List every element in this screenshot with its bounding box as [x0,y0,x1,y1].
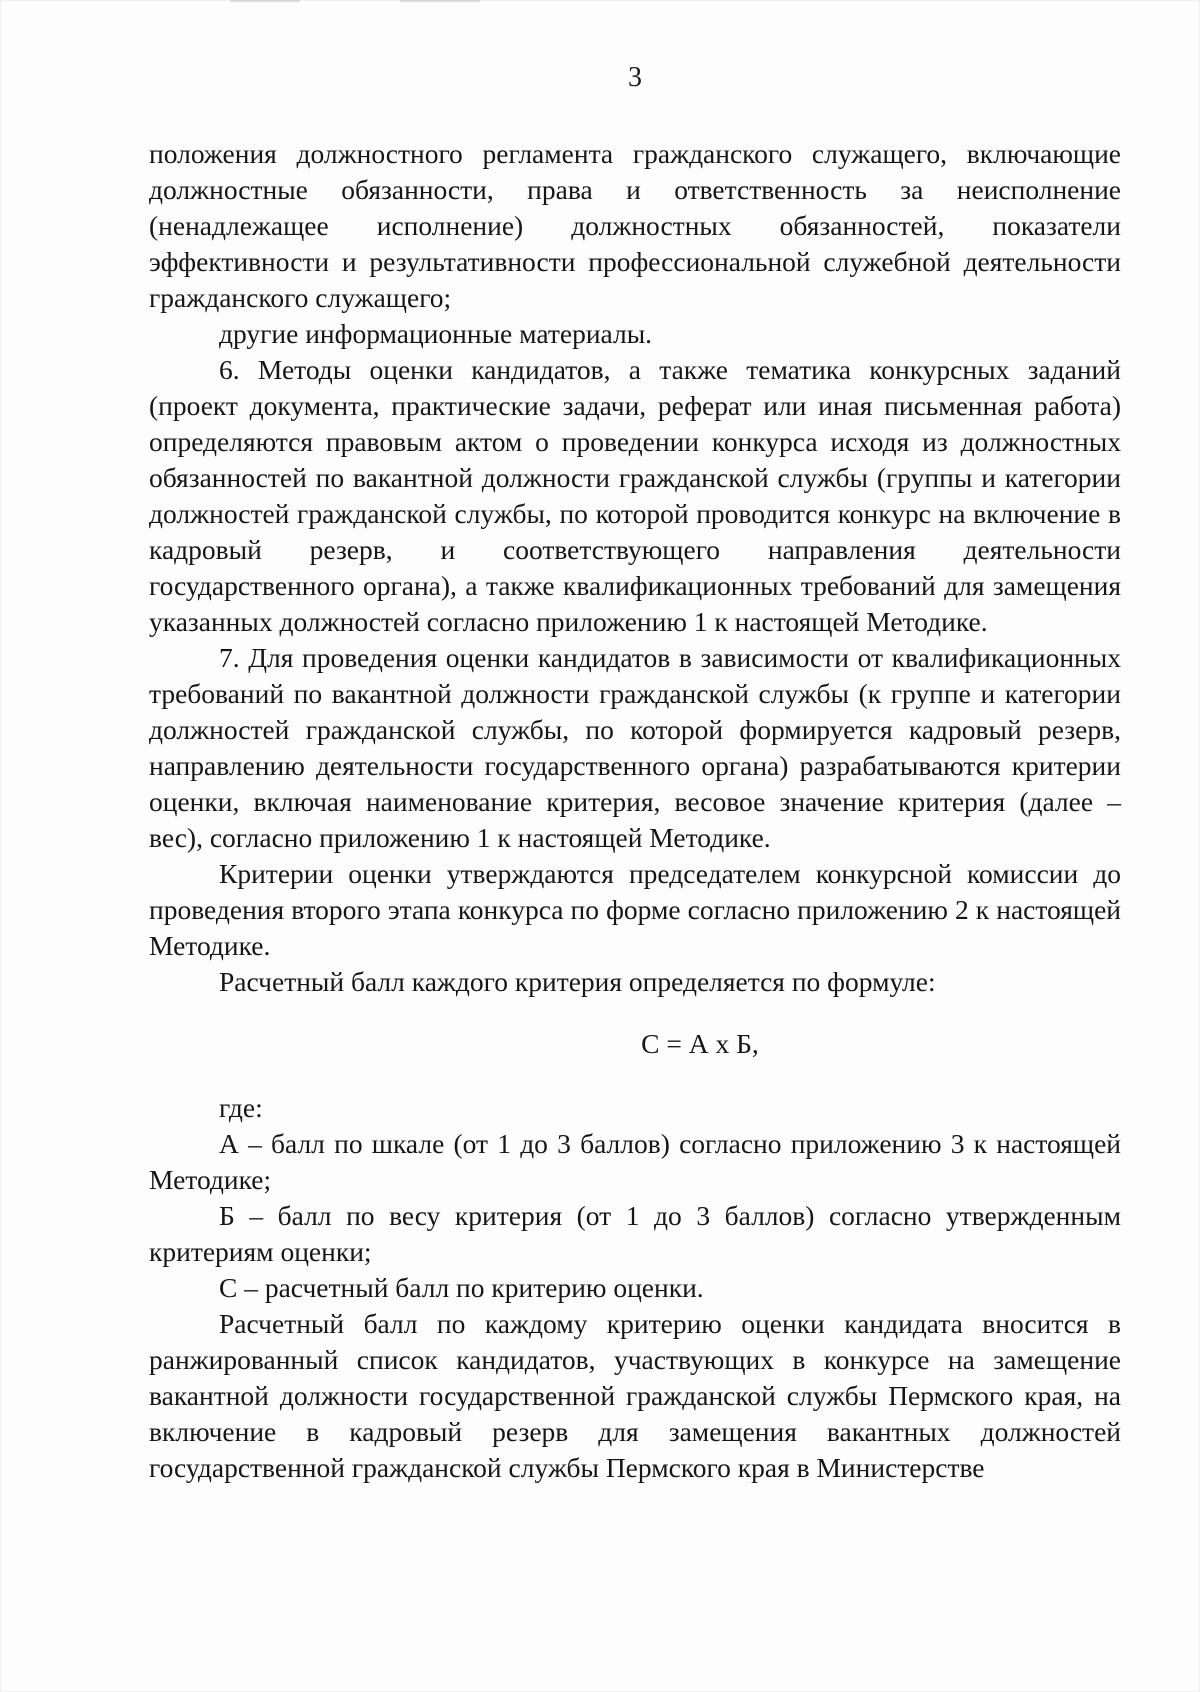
paragraph: 6. Методы оценки кандидатов, а также тематика конкурсных заданий (проект документа, практические задачи, реферат или иная письменная работа) определяются правовым актом о проведении конкурса исходя из должностных обязанностей по вакантной должности гражданской службы (группы и категории должностей гражданской службы, по которой проводится конкурс на включение в кадровый резерв, и соответствующего направления деятельности государственного органа), а также квалификационных требований для замещения указанных должностей согласно приложению 1 к настоящей Методике. [149,354,1121,637]
page-number: 3 [628,62,642,93]
paragraph: Расчетный балл по каждому критерию оценки кандидата вносится в ранжированный список кандидатов, участвующих в конкурсе на замещение вакантной должности государственной гражданской службы Пермского края, на включение в кадровый резерв для замещения вакантных должностей государственной гражданской службы Пермского края в Министерстве [149,1308,1121,1483]
paragraph: 7. Для проведения оценки кандидатов в зависимости от квалификационных требований по вакантной должности гражданской службы (к группе и категории должностей гражданской службы, по которой формируется кадровый резерв, направлению деятельности государственного органа) разрабатываются критерии оценки, включая наименование критерия, весовое значение критерия (далее – вес), согласно приложению 1 к настоящей Методике. [149,642,1121,853]
paragraph: С – расчетный балл по критерию оценки. [219,1272,704,1303]
paragraph: Критерии оценки утверждаются председателем конкурсной комиссии до проведения второго этапа конкурса по форме согласно приложению 2 к настоящей Методике. [149,858,1121,961]
scan-artifact [230,0,300,2]
document-body [149,136,1121,1486]
paragraph: Расчетный балл каждого критерия определяется по формуле: [219,966,936,997]
paragraph: А – балл по шкале (от 1 до 3 баллов) согласно приложению 3 к настоящей Методике; [149,1128,1121,1195]
paragraph: Б – балл по весу критерия (от 1 до 3 баллов) согласно утвержденным критериям оценки; [149,1200,1121,1267]
paragraph: другие информационные материалы. [219,318,653,349]
formula: С = А х Б, [641,1028,759,1059]
paragraph: положения должностного регламента гражданского служащего, включающие должностные обязанности, права и ответственность за неисполнение (ненадлежащее исполнение) должностных обязанностей, показатели эффективности и результативности профессиональной служебной деятельности гражданского служащего; [149,138,1121,313]
scan-artifact [400,0,480,2]
paragraph: где: [219,1092,263,1123]
